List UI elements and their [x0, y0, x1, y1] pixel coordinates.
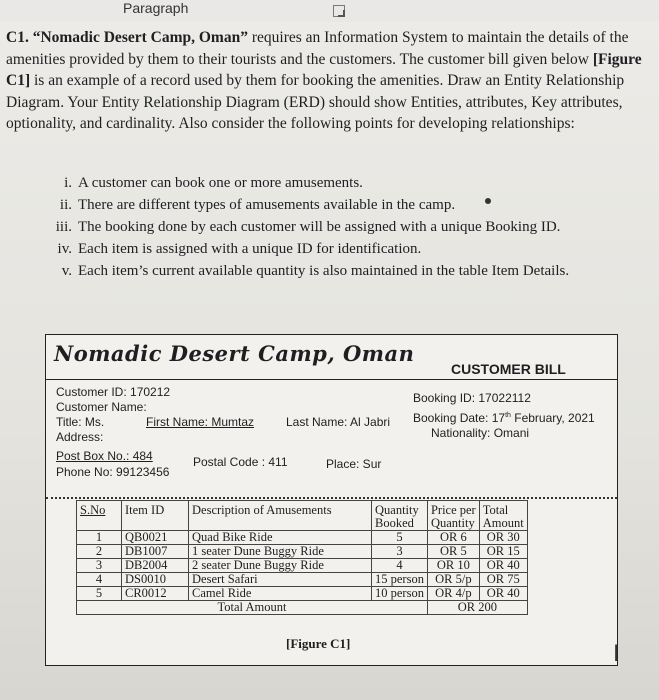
description-cell: Desert Safari — [189, 573, 372, 587]
total-cell: OR 75 — [479, 573, 527, 587]
description-cell: 2 seater Dune Buggy Ride — [189, 559, 372, 573]
sno-cell: 3 — [77, 559, 122, 573]
table-row — [77, 573, 528, 587]
list-item — [50, 260, 569, 282]
question-paragraph — [6, 27, 646, 135]
postal-code: Postal Code : 411 — [193, 455, 288, 469]
quantity-cell: 3 — [372, 545, 428, 559]
list-text: Each item is assigned with a unique ID for identification. — [78, 241, 422, 257]
paragraph-group-label: Paragraph — [123, 0, 189, 16]
dotted-separator — [46, 497, 617, 499]
bill-header — [46, 335, 617, 380]
dialog-launcher-icon[interactable] — [333, 5, 345, 17]
list-numeral: iii. — [55, 219, 72, 235]
question-text-1: requires an Information System to maintain the details of the amenities provided by them to their tourists and the customers. The customer bill given below — [6, 29, 629, 68]
first-name: First Name: Mumtaz — [146, 415, 255, 429]
list-item — [50, 216, 569, 238]
quantity-cell: 10 person — [372, 587, 428, 601]
price-cell: OR 5 — [427, 545, 479, 559]
text-cursor-icon: I — [613, 642, 620, 667]
total-cell: OR 30 — [479, 531, 527, 545]
quantity-cell: 15 person — [372, 573, 428, 587]
quantity-cell: 5 — [372, 531, 428, 545]
sno-cell: 5 — [77, 587, 122, 601]
total-cell: OR 40 — [479, 559, 527, 573]
figure-reference: [Figure C1] — [6, 50, 642, 89]
sno-cell: 1 — [77, 531, 122, 545]
address: Address: — [56, 430, 104, 444]
table-row — [77, 559, 528, 573]
phone-number: Phone No: 99123456 — [56, 465, 170, 479]
price-cell: OR 4/p — [427, 587, 479, 601]
quantity-cell: 4 — [372, 559, 428, 573]
bullet-dot — [485, 198, 491, 204]
item-id-header: Item ID — [122, 501, 189, 531]
question-number: C1. — [6, 29, 29, 46]
requirements-list — [50, 172, 569, 282]
table-row — [77, 545, 528, 559]
price-header: Price per Quantity — [427, 501, 479, 531]
customer-title: Title: Ms. — [56, 415, 105, 429]
camp-logo-title: Nomadic Desert Camp, Oman — [54, 341, 415, 366]
total-amount-label: Total Amount — [77, 601, 428, 615]
list-text: There are different types of amusements available in the camp. — [78, 197, 456, 213]
quantity-header: Quantity Booked — [372, 501, 428, 531]
booking-date: Booking Date: 17th February, 2021 — [413, 411, 595, 425]
list-text: A customer can book one or more amusements. — [78, 175, 363, 191]
booking-id: Booking ID: 17022112 — [413, 391, 531, 405]
price-cell: OR 10 — [427, 559, 479, 573]
list-item — [50, 194, 569, 216]
list-item — [50, 238, 569, 260]
items-table — [76, 500, 528, 615]
company-name: “Nomadic Desert Camp, Oman” — [32, 29, 248, 46]
description-header: Description of Amusements — [189, 501, 372, 531]
item-id-cell: DB1007 — [122, 545, 189, 559]
bill-title: CUSTOMER BILL — [451, 361, 566, 377]
nationality: Nationality: Omani — [431, 426, 530, 440]
place: Place: Sur — [326, 457, 382, 471]
table-row — [77, 587, 528, 601]
list-numeral: i. — [64, 175, 72, 191]
post-box: Post Box No.: 484 — [56, 449, 153, 463]
table-row — [77, 531, 528, 545]
table-header-row — [77, 501, 528, 531]
list-item — [50, 172, 569, 194]
question-text-2: is an example of a record used by them for booking the amenities. Draw an Entity Relationship Diagram. Your Entity Relationship Diagram (ERD) should show Entities, attributes, Key attributes, optionality, and cardinality. Also consider the following points for developing relationships: — [6, 72, 625, 132]
total-cell: OR 15 — [479, 545, 527, 559]
sno-header: S.No — [77, 501, 122, 531]
list-text: The booking done by each customer will be assigned with a unique Booking ID. — [78, 219, 561, 235]
price-cell: OR 6 — [427, 531, 479, 545]
list-numeral: iv. — [57, 241, 72, 257]
customer-bill-figure — [45, 334, 618, 666]
description-cell: Camel Ride — [189, 587, 372, 601]
description-cell: Quad Bike Ride — [189, 531, 372, 545]
total-cell: OR 40 — [479, 587, 527, 601]
item-id-cell: CR0012 — [122, 587, 189, 601]
customer-name: Customer Name: — [56, 400, 147, 414]
item-id-cell: QB0021 — [122, 531, 189, 545]
customer-id: Customer ID: 170212 — [56, 385, 171, 399]
item-id-cell: DB2004 — [122, 559, 189, 573]
sno-cell: 2 — [77, 545, 122, 559]
figure-caption: [Figure C1] — [286, 636, 351, 651]
list-text: Each item’s current available quantity is also maintained in the table Item Details. — [78, 263, 570, 279]
item-id-cell: DS0010 — [122, 573, 189, 587]
word-toolbar — [0, 0, 659, 23]
list-numeral: v. — [61, 263, 72, 279]
description-cell: 1 seater Dune Buggy Ride — [189, 545, 372, 559]
total-row — [77, 601, 528, 615]
list-numeral: ii. — [59, 197, 72, 213]
last-name: Last Name: Al Jabri — [286, 415, 391, 429]
price-cell: OR 5/p — [427, 573, 479, 587]
sno-cell: 4 — [77, 573, 122, 587]
total-header: Total Amount — [479, 501, 527, 531]
total-amount-value: OR 200 — [427, 601, 527, 615]
